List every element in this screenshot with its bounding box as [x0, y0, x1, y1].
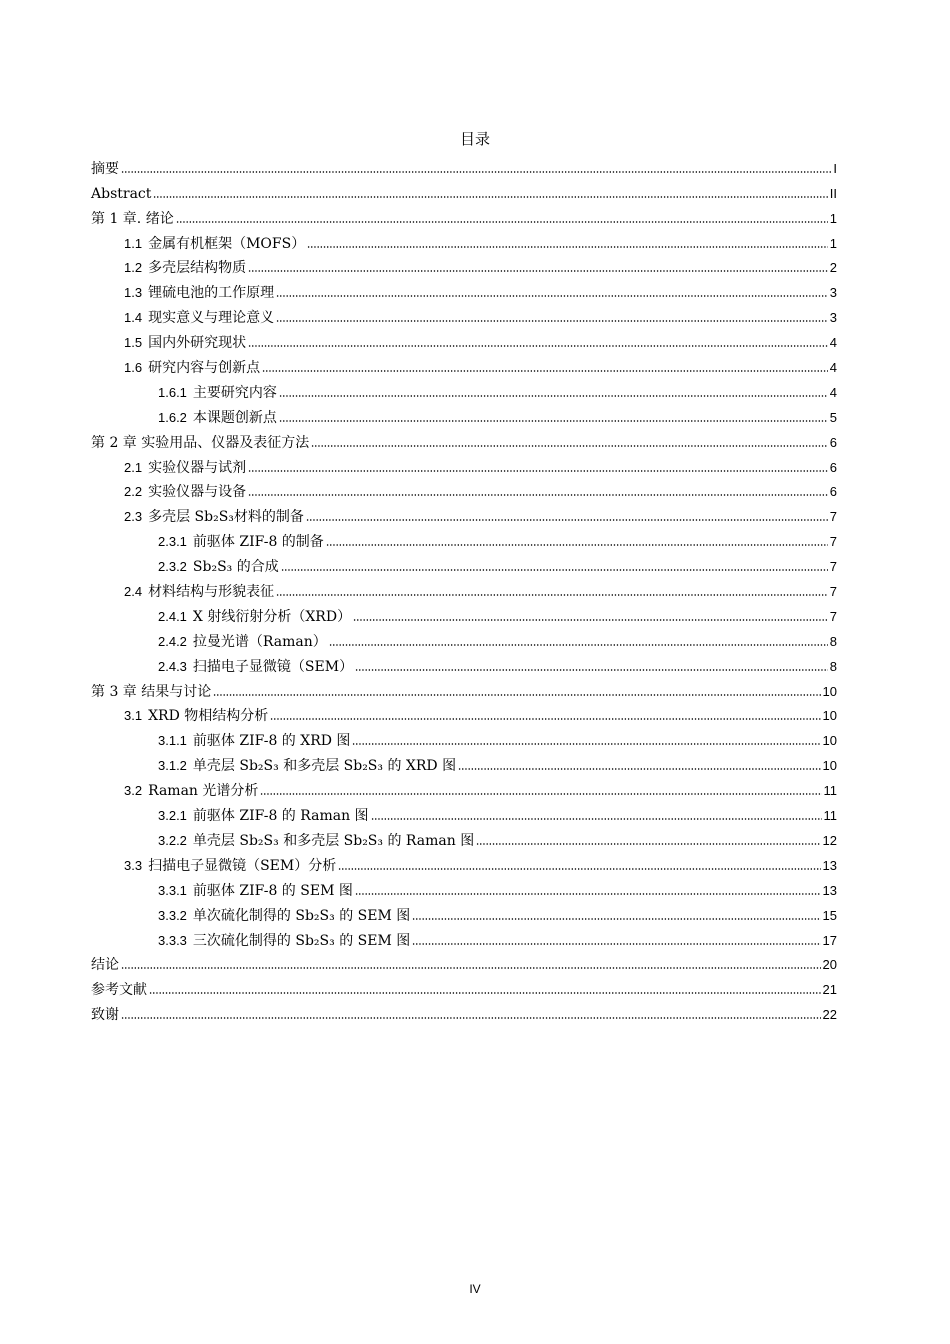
toc-entry-page: 10 [822, 708, 837, 724]
toc-entry-page: 12 [822, 832, 837, 848]
toc-entry-page: I [833, 160, 837, 176]
toc-leader-dots [355, 668, 828, 672]
toc-entry-number: 3.1.2 [158, 758, 187, 774]
toc-entry[interactable] [91, 825, 837, 850]
toc-leader-dots [262, 369, 828, 373]
toc-entry[interactable] [91, 601, 837, 626]
toc-leader-dots [279, 419, 828, 423]
toc-entry-number: 3.1 [124, 708, 143, 724]
toc-entry-number: 3.3.2 [158, 907, 187, 923]
toc-leader-dots [248, 469, 828, 473]
toc-entry-title: 致谢 [91, 1007, 119, 1024]
toc-entry[interactable] [91, 377, 837, 402]
toc-entry[interactable] [91, 576, 837, 601]
toc-leader-dots [476, 842, 820, 846]
toc-entry-page: 4 [829, 335, 837, 351]
toc-leader-dots [326, 543, 828, 547]
toc-entry-title: 单次硫化制得的 Sb₂S₃ 的 SEM 图 [192, 907, 411, 924]
toc-entry-number: 2.4 [124, 584, 143, 600]
toc-entry-number: 3.2.1 [158, 808, 187, 824]
toc-entry-number: 1.6.1 [158, 384, 187, 400]
toc-entry-page: 7 [829, 534, 837, 550]
toc-leader-dots [458, 767, 820, 771]
toc-entry-title: 实验仪器与试剂 [148, 459, 247, 476]
toc-entry-page: 5 [829, 409, 837, 425]
toc-entry-title: 参考文献 [91, 982, 147, 999]
toc-entry[interactable] [91, 900, 837, 925]
toc-entry-number: 1.6 [124, 360, 143, 376]
toc-entry-page: 7 [829, 584, 837, 600]
toc-entry-number: 1.6.2 [158, 409, 187, 425]
toc-entry-page: 6 [829, 484, 837, 500]
toc-entry[interactable] [91, 526, 837, 551]
toc-entry[interactable] [91, 974, 837, 999]
toc-leader-dots [352, 742, 820, 746]
toc-entry-number: 2.2 [124, 484, 143, 500]
toc-entry-number: 1.1 [124, 235, 143, 251]
toc-entry-number: 3.3.1 [158, 882, 187, 898]
toc-entry[interactable] [91, 452, 837, 477]
toc-entry-title: 扫描电子显微镜（SEM）分析 [148, 857, 337, 874]
toc-entry-number: 2.3.1 [158, 534, 187, 550]
toc-entry[interactable] [91, 850, 837, 875]
toc-leader-dots [213, 693, 820, 697]
toc-entry-title: 锂硫电池的工作原理 [148, 285, 275, 302]
toc-entry-page: 13 [822, 882, 837, 898]
toc-entry-title: Sb₂S₃ 的合成 [192, 559, 279, 576]
toc-entry-title: 第 2 章 实验用品、仪器及表征方法 [91, 434, 310, 451]
toc-entry-title: 单壳层 Sb₂S₃ 和多壳层 Sb₂S₃ 的 Raman 图 [192, 832, 475, 849]
toc-entry-page: 7 [829, 559, 837, 575]
toc-entry-number: 1.3 [124, 285, 143, 301]
toc-leader-dots [121, 966, 821, 970]
toc-entry-title: 多壳层 Sb₂S₃材料的制备 [148, 509, 304, 526]
page-number: IV [469, 1282, 481, 1296]
toc-entry[interactable] [91, 203, 837, 228]
toc-entry-page: 15 [822, 907, 837, 923]
toc-leader-dots [329, 643, 828, 647]
toc-entry-page: 4 [829, 384, 837, 400]
toc-entry-number: 1.2 [124, 260, 143, 276]
toc-entry-number: 2.4.1 [158, 608, 187, 624]
toc-leader-dots [306, 518, 828, 522]
toc-entry-number: 3.2.2 [158, 832, 187, 848]
toc-entry[interactable] [91, 676, 837, 701]
toc-entry-page: 6 [829, 434, 837, 450]
toc-entry[interactable] [91, 551, 837, 576]
table-of-contents [91, 153, 837, 1024]
toc-entry[interactable] [91, 626, 837, 651]
toc-entry-number: 1.5 [124, 335, 143, 351]
toc-entry[interactable] [91, 477, 837, 502]
toc-entry-page: 10 [822, 683, 837, 699]
toc-leader-dots [153, 195, 827, 199]
toc-leader-dots [307, 245, 828, 249]
toc-leader-dots [270, 717, 820, 721]
toc-entry-page: 1 [829, 210, 837, 226]
toc-entry-page: 7 [829, 509, 837, 525]
toc-entry-title: 前驱体 ZIF-8 的 SEM 图 [192, 882, 353, 899]
toc-entry[interactable] [91, 277, 837, 302]
toc-entry[interactable] [91, 302, 837, 327]
toc-entry-title: XRD 物相结构分析 [148, 708, 269, 725]
toc-entry-title: 前驱体 ZIF-8 的 XRD 图 [192, 733, 351, 750]
toc-entry-title: Raman 光谱分析 [148, 783, 259, 800]
toc-entry-page: 7 [829, 608, 837, 624]
toc-title: 目录 [459, 130, 490, 148]
toc-entry-title: 实验仪器与设备 [148, 484, 247, 501]
toc-entry-title: 主要研究内容 [192, 384, 277, 401]
toc-leader-dots [371, 817, 822, 821]
toc-entry-page: 10 [822, 758, 837, 774]
toc-leader-dots [121, 1016, 821, 1020]
toc-leader-dots [176, 220, 828, 224]
toc-entry-title: 扫描电子显微镜（SEM） [192, 658, 354, 675]
toc-entry-page: 13 [822, 857, 837, 873]
toc-entry[interactable] [91, 725, 837, 750]
toc-entry-title: 前驱体 ZIF-8 的制备 [192, 534, 324, 551]
toc-entry[interactable] [91, 253, 837, 278]
toc-entry-page: 11 [823, 783, 837, 799]
toc-entry-title: 本课题创新点 [192, 409, 277, 426]
toc-entry-number: 3.3 [124, 857, 143, 873]
toc-leader-dots [281, 568, 828, 572]
toc-entry[interactable] [91, 153, 837, 178]
toc-entry[interactable] [91, 178, 837, 203]
toc-entry-number: 3.3.3 [158, 932, 187, 948]
toc-leader-dots [248, 493, 828, 497]
toc-entry-page: 20 [822, 957, 837, 973]
toc-leader-dots [248, 344, 828, 348]
toc-leader-dots [412, 942, 820, 946]
toc-entry-title: 摘要 [91, 160, 119, 177]
toc-entry[interactable] [91, 501, 837, 526]
toc-entry[interactable] [91, 427, 837, 452]
toc-entry-title: 结论 [91, 957, 119, 974]
toc-entry-page: 3 [829, 310, 837, 326]
toc-entry-title: X 射线衍射分析（XRD） [192, 608, 352, 625]
toc-entry[interactable] [91, 775, 837, 800]
toc-entry[interactable] [91, 750, 837, 775]
toc-entry-page: 1 [829, 235, 837, 251]
toc-entry-page: 11 [823, 808, 837, 824]
toc-leader-dots [149, 991, 821, 995]
toc-entry-title: 三次硫化制得的 Sb₂S₃ 的 SEM 图 [192, 932, 411, 949]
toc-leader-dots [412, 917, 820, 921]
toc-entry[interactable] [91, 999, 837, 1024]
toc-entry-page: 6 [829, 459, 837, 475]
toc-entry-title: 第 3 章 结果与讨论 [91, 683, 212, 700]
toc-leader-dots [276, 593, 828, 597]
toc-entry-title: 第 1 章. 绪论 [91, 210, 174, 227]
toc-entry[interactable] [91, 925, 837, 950]
toc-entry[interactable] [91, 875, 837, 900]
toc-entry[interactable] [91, 228, 837, 253]
toc-leader-dots [353, 618, 828, 622]
toc-leader-dots [279, 394, 828, 398]
toc-entry-title: 材料结构与形貌表征 [148, 584, 275, 601]
toc-entry-number: 2.3 [124, 509, 143, 525]
toc-entry-title: 研究内容与创新点 [148, 360, 261, 377]
toc-entry-page: 17 [822, 932, 837, 948]
toc-leader-dots [276, 294, 828, 298]
toc-entry-page: 2 [829, 260, 837, 276]
toc-entry-title: 前驱体 ZIF-8 的 Raman 图 [192, 808, 369, 825]
toc-entry-page: 8 [829, 633, 837, 649]
toc-entry-title: 金属有机框架（MOFS） [148, 235, 306, 252]
toc-entry[interactable] [91, 327, 837, 352]
toc-entry-number: 2.3.2 [158, 559, 187, 575]
toc-leader-dots [121, 170, 831, 174]
toc-entry[interactable] [91, 701, 837, 726]
toc-entry-page: 21 [822, 982, 837, 998]
toc-entry-page: 10 [822, 733, 837, 749]
toc-entry-number: 3.1.1 [158, 733, 187, 749]
toc-entry-page: 22 [822, 1007, 837, 1023]
toc-entry-page: 4 [829, 360, 837, 376]
toc-entry-number: 2.1 [124, 459, 143, 475]
toc-entry-title: 单壳层 Sb₂S₃ 和多壳层 Sb₂S₃ 的 XRD 图 [192, 758, 457, 775]
toc-leader-dots [355, 892, 821, 896]
toc-entry-page: 8 [829, 658, 837, 674]
toc-leader-dots [311, 444, 828, 448]
toc-entry-number: 3.2 [124, 783, 143, 799]
toc-entry-page: II [829, 185, 837, 201]
toc-entry[interactable] [91, 651, 837, 676]
toc-entry-number: 2.4.2 [158, 633, 187, 649]
toc-entry-number: 1.4 [124, 310, 143, 326]
toc-entry-title: Abstract [91, 185, 152, 202]
toc-entry-title: 拉曼光谱（Raman） [192, 633, 327, 650]
toc-entry[interactable] [91, 402, 837, 427]
toc-entry-title: 国内外研究现状 [148, 335, 247, 352]
toc-leader-dots [248, 269, 828, 273]
toc-leader-dots [276, 319, 828, 323]
toc-leader-dots [338, 867, 820, 871]
toc-entry-page: 3 [829, 285, 837, 301]
toc-leader-dots [260, 792, 821, 796]
toc-entry[interactable] [91, 352, 837, 377]
toc-entry[interactable] [91, 950, 837, 975]
toc-entry-number: 2.4.3 [158, 658, 187, 674]
toc-entry[interactable] [91, 800, 837, 825]
toc-entry-title: 现实意义与理论意义 [148, 310, 275, 327]
toc-entry-title: 多壳层结构物质 [148, 260, 247, 277]
